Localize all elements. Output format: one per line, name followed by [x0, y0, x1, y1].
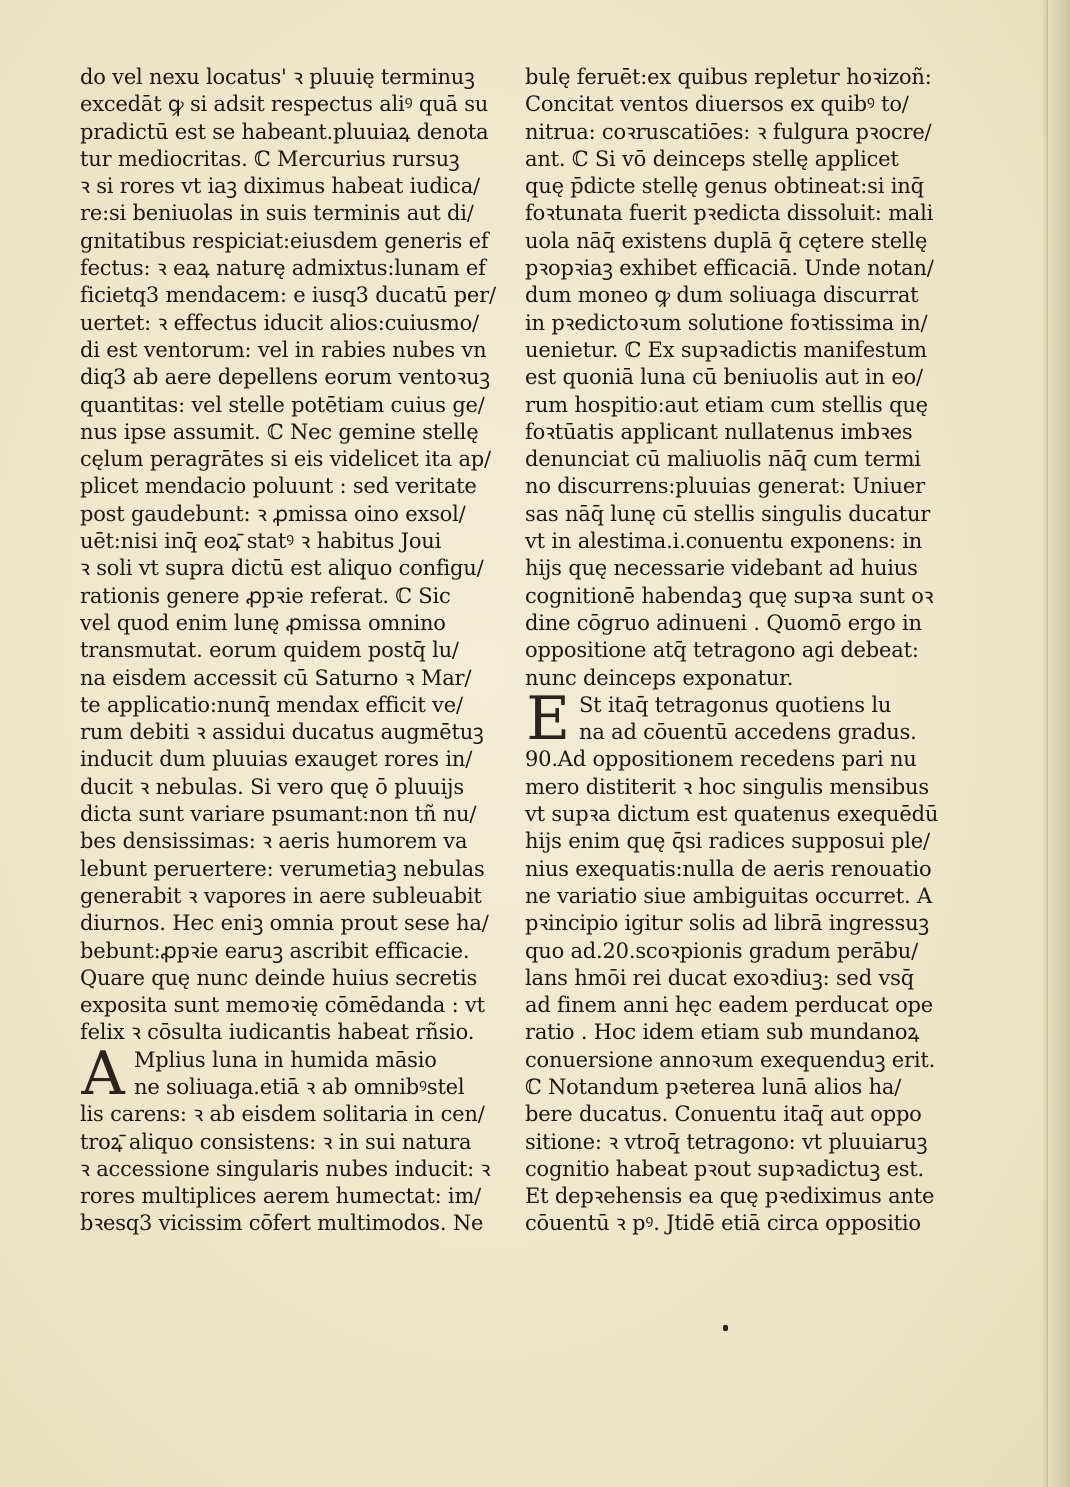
text-line: pꝛincipio igitur solis ad librā ingressuꝫ: [525, 911, 929, 936]
text-line: ne variatio siue ambiguitas occurret. A: [525, 883, 932, 908]
ink-mark: [723, 1325, 728, 1331]
text-line: nus ipse assumit. ℂ Nec gemine stellę: [80, 419, 479, 444]
text-line: est quoniā luna cū beniuolis aut in eo∕: [525, 365, 923, 390]
text-line: troꝝ̄ aliquo consistens: ꝛ in sui natura: [80, 1129, 472, 1154]
text-line: ducit ꝛ nebulas. Si vero quę ō pluuijs: [80, 774, 464, 799]
text-line: sas nāq̄ lunę cū stellis singulis ducatur: [525, 501, 931, 526]
right-paragraph-block: [525, 64, 945, 692]
text-line: vt in alestima.i.conuentu exponens: in: [525, 529, 923, 554]
text-line: dum moneo ꝙ dum soliuaga discurrat: [525, 283, 919, 308]
text-line: in pꝛedictoꝛum solutione foꝛtissima in∕: [525, 310, 928, 335]
text-line: uertet: ꝛ effectus iducit alios:cuiusmo∕: [80, 310, 479, 335]
text-line: ne soliuaga.etiā ꝛ ab omnibꝰstel: [134, 1074, 465, 1099]
text-line: foꝛtūatis applicant nullatenus imbꝛes: [525, 419, 913, 444]
text-line: inducit dum pluuias exauget rores in∕: [80, 747, 473, 772]
text-line: cōuentū ꝛ pꝰ. Jtidē etiā circa oppositio: [525, 1211, 921, 1236]
text-line: oppositione atq̄ tetragono agi debeat:: [525, 638, 919, 663]
text-line: Et depꝛehensis ea quę pꝛediximus ante: [525, 1184, 935, 1209]
text-line: transmutat. eorum quidem postq̄ lu∕: [80, 638, 459, 663]
text-line: bes densissimas: ꝛ aeris humorem va: [80, 829, 468, 854]
text-line: pꝛopꝛiaꝫ exhibet efficaciā. Unde notan∕: [525, 256, 934, 281]
left-paragraph-block: [80, 1101, 510, 1237]
text-line: do vel nexu locatus' ꝛ pluuię terminuꝫ: [80, 65, 475, 89]
text-line: ad finem anni hęc eadem perducat ope: [525, 993, 934, 1018]
right-paragraph-block: [525, 746, 945, 1237]
text-line: ℂ Notandum pꝛeterea lunā alios ha∕: [525, 1074, 902, 1099]
text-line: mero distiterit ꝛ hoc singulis mensibus: [525, 774, 929, 799]
text-line: Quare quę nunc deinde huius secretis: [80, 965, 478, 990]
text-line: te applicatio:nunq̄ mendax efficit ve∕: [80, 692, 463, 717]
text-line: no discurrens:pluuias generat: Uniuer: [525, 474, 925, 499]
text-line: foꝛtunata fuerit pꝛedicta dissoluit: mali: [525, 201, 934, 226]
left-paragraph-block: [80, 64, 510, 1047]
text-line: lebunt peruertere: verumetiaꝫ nebulas: [80, 856, 485, 881]
text-line: quo ad.20.scoꝛpionis gradum perābu∕: [525, 938, 918, 963]
text-line: lans hmōi rei ducat exoꝛdiuꝫ: sed vsq̄: [525, 965, 914, 990]
text-line: uenietur. ℂ Ex supꝛadictis manifestum: [525, 337, 927, 362]
text-line: generabit ꝛ vapores in aere subleuabit: [80, 883, 482, 908]
text-line: cognitionē habendaꝫ quę supꝛa sunt oꝛ: [525, 583, 934, 608]
text-line: bebunt:ꝓpꝛie earuꝫ ascribit efficacie.: [80, 938, 470, 963]
text-line: cognitio habeat pꝛout supꝛadictuꝫ est.: [525, 1156, 925, 1181]
text-line: uēt:nisi inq̄ eoꝝ̄ statꝰ ꝛ habitus Joui: [80, 529, 442, 554]
text-line: na ad cōuentū accedens gradus.: [579, 720, 917, 745]
text-line: re:si beniuolas in suis terminis aut di∕: [80, 201, 474, 226]
text-line: rationis genere ꝓpꝛie referat. ℂ Sic: [80, 583, 451, 608]
text-line: rum debiti ꝛ assidui ducatus augmētuꝫ: [80, 720, 484, 745]
left-initial-block: [80, 1038, 510, 1109]
text-line: vel quod enim lunę ꝓmissa omnino: [80, 610, 446, 635]
text-line: conuersione annoꝛum exequenduꝫ erit.: [525, 1047, 936, 1072]
text-line: St itaq̄ tetragonus quotiens lu: [579, 692, 892, 717]
text-line: quantitas: vel stelle potētiam cuius ge∕: [80, 392, 485, 417]
text-line: bulę feruēt:ex quibus repletur hoꝛizoñ:: [525, 65, 932, 89]
text-line: nunc deinceps exponatur.: [525, 665, 794, 690]
text-line: tur mediocritas. ℂ Mercurius rursuꝫ: [80, 146, 460, 171]
text-line: denunciat cū maliuolis nāq̄ cum termi: [525, 447, 921, 472]
text-line: ficietq3 mendacem: e iusq3 ducatū per∕: [80, 283, 496, 308]
text-line: ꝛ soli vt supra dictū est aliquo configu∕: [80, 556, 484, 581]
text-line: uola nāq̄ existens duplā q̄ cętere stellę: [525, 228, 928, 253]
text-line: Concitat ventos diuersos ex quibꝰ to∕: [525, 92, 909, 117]
text-line: rores multiplices aerem humectat: im∕: [80, 1184, 482, 1209]
text-line: rum hospitio:aut etiam cum stellis quę: [525, 392, 928, 417]
text-line: hijs quę necessarie videbant ad huius: [525, 556, 918, 581]
text-line: nitrua: coꝛruscatiōes: ꝛ fulgura pꝛocre∕: [525, 119, 932, 144]
text-line: gnitatibus respiciat:eiusdem generis ef: [80, 228, 489, 253]
text-line: ꝛ si rores vt iaꝫ diximus habeat iudica∕: [80, 174, 480, 199]
decorated-initial: A: [81, 1038, 125, 1109]
right-text-column: [525, 64, 945, 1238]
text-line: 90.Ad oppositionem recedens pari nu: [525, 747, 917, 772]
text-line: dine cōgruo adinueni . Quomō ergo in: [525, 610, 922, 635]
text-line: felix ꝛ cōsulta iudicantis habeat rñsio.: [80, 1020, 475, 1045]
left-text-column: [80, 64, 510, 1238]
text-line: exposita sunt memoꝛię cōmēdanda : vt: [80, 993, 485, 1018]
text-line: Mplius luna in humida māsio: [134, 1047, 437, 1072]
text-line: nius exequatis:nulla de aeris renouatio: [525, 856, 932, 881]
page-edge: [1047, 0, 1070, 1487]
text-line: vt supꝛa dictum est quatenus exequēdū: [525, 802, 939, 827]
text-line: na eisdem accessit cū Saturno ꝛ Mar∕: [80, 665, 472, 690]
text-line: quę p̄dicte stellę genus obtineat:si inq̄: [525, 174, 924, 199]
text-line: lis carens: ꝛ ab eisdem solitaria in cen∕: [80, 1102, 485, 1127]
text-line: ratio . Hoc idem etiam sub mundanoꝝ: [525, 1020, 920, 1045]
text-line: diurnos. Hec eniꝫ omnia prout sese ha∕: [80, 911, 489, 936]
text-line: bꝛesq3 vicissim cōfert multimodos. Ne: [80, 1211, 484, 1236]
text-line: dicta sunt variare psumant:non tñ nu∕: [80, 802, 477, 827]
text-line: ant. ℂ Si vō deinceps stellę applicet: [525, 146, 899, 171]
text-line: diq3 ab aere depellens eorum ventoꝛuꝫ: [80, 365, 490, 390]
text-line: post gaudebunt: ꝛ ꝓmissa oino exsol∕: [80, 501, 466, 526]
text-line: pradictū est se habeant.pluuiaꝝ denota: [80, 119, 489, 144]
text-line: fectus: ꝛ eaꝝ naturę admixtus:lunam ef: [80, 256, 486, 281]
text-line: plicet mendacio poluunt : sed veritate: [80, 474, 477, 499]
right-initial-block: [525, 683, 945, 754]
text-line: sitione: ꝛ vtroq̄ tetragono: vt pluuiaruꝫ: [525, 1129, 928, 1154]
text-line: bere ducatus. Conuentu itaq̄ aut oppo: [525, 1102, 922, 1127]
text-line: hijs enim quę q̄si radices supposui ple∕: [525, 829, 930, 854]
text-line: di est ventorum: vel in rabies nubes vn: [80, 337, 487, 362]
decorated-initial: E: [526, 683, 570, 754]
text-line: excedāt ꝙ si adsit respectus aliꝰ quā su: [80, 92, 489, 117]
text-line: cęlum peragrātes si eis videlicet ita ap∕: [80, 447, 491, 472]
text-line: ꝛ accessione singularis nubes inducit: ꝛ: [80, 1156, 491, 1181]
